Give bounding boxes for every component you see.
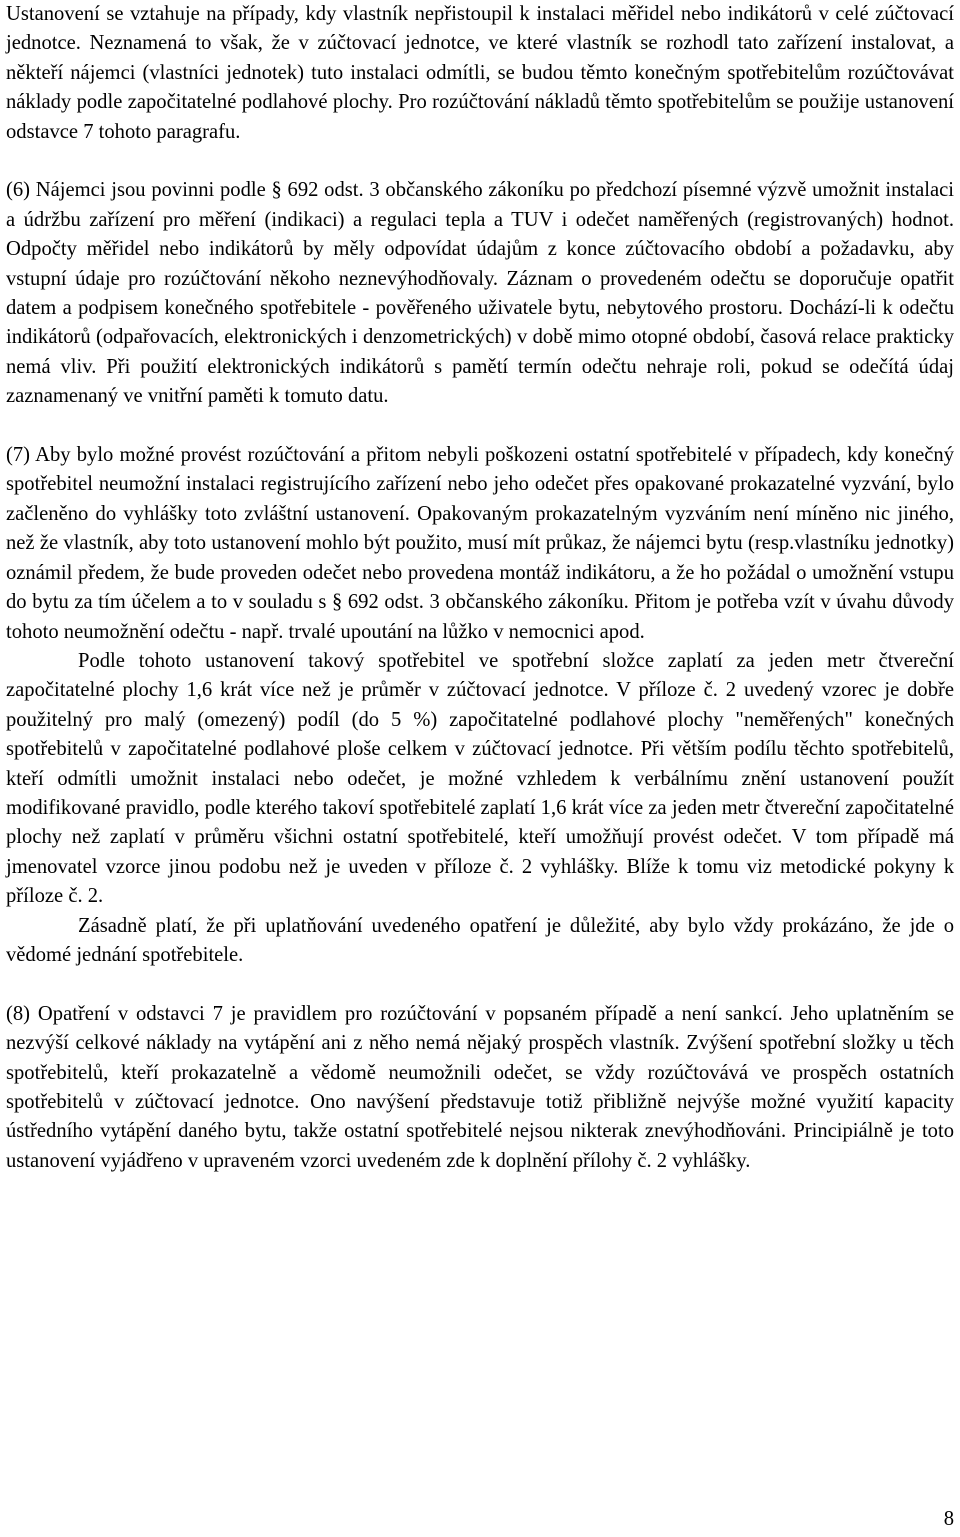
- paragraph-8: (8) Opatření v odstavci 7 je pravidlem pro rozúčtování v popsaném případě a není sankcí. Jeho uplatněním se nezvýší celkové náklady na vytápění ani z něho nemá nějaký prospěch vlastník. Zvýšení spotřební složky u těch spotřebitelů, kteří prokazatelně a vědomě neumožnili odečet, se vždy rozúčtovává ve prospěch ostatních spotřebitelů v zúčtovací jednotce. Ono navýšení představuje totiž přibližně nejvýše možné využití kapacity ústředního vytápění daného bytu, takže ostatní spotřebitelé nejsou nikterak znevýhodňováni. Principiálně je toto ustanovení vyjádřeno v upraveném vzorci uvedeném zde k doplnění přílohy č. 2 vyhlášky.: [6, 1002, 954, 1172]
- paragraph-6: (6) Nájemci jsou povinni podle § 692 odst. 3 občanského zákoníku po předchozí písemné výzvě umožnit instalaci a údržbu zařízení pro měření (indikaci) a regulaci tepla a TUV i odečet naměřených (registrovaných) hodnot. Odpočty měřidel nebo indikátorů by měly odpovídat údajům z konce zúčtovacího období a požadavku, aby vstupní údaje pro rozúčtování někoho neznevýhodňovaly. Záznam o provedeném odečtu se doporučuje opatřit datem a podpisem konečného spotřebitele - pověřeného uživatele bytu, nebytového prostoru. Dochází-li k odečtu indikátorů (odpařovacích, elektronických i denzometrických) v době mimo otopné období, časová relace prakticky nemá vliv. Při použití elektronických indikátorů s pamětí termín odečtu nehraje roli, pokud se odečítá údaj zaznamenaný ve vnitřní paměti k tomuto datu.: [6, 179, 954, 408]
- paragraph-7-principle: Zásadně platí, že při uplatňování uvedeného opatření je důležité, aby bylo vždy prokázáno, že jde o vědomé jednání spotřebitele.: [6, 914, 954, 966]
- document-body: [6, 0, 954, 1176]
- paragraph-7-formula-note: Podle tohoto ustanovení takový spotřebitel ve spotřební složce zaplatí za jeden metr čtvereční započitatelné plochy 1,6 krát více než je průměr v zúčtovací jednotce. V příloze č. 2 uvedený vzorec je dobře použitelný pro malý (omezený) podíl (do 5 %) započitatelné podlahové plochy "neměřených" konečných spotřebitelů v započitatelné podlahové ploše celkem v zúčtovací jednotce. Při větším podílu těchto spotřebitelů, kteří odmítli umožnit instalaci nebo odečet, je možné vzhledem k verbálnímu znění ustanovení použít modifikované pravidlo, podle kterého takoví spotřebitelé zaplatí 1,6 krát více za jeden metr čtvereční započitatelné plochy než zaplatí v průměru všichni ostatní spotřebitelé, kteří umožňují provést odečet. V tom případě má jmenovatel vzorce jinou podobu než je uveden v příloze č. 2 vyhlášky. Blíže k tomu viz metodické pokyny k příloze č. 2.: [6, 649, 954, 908]
- page-number: 8: [943, 1508, 954, 1530]
- paragraph-continuation: Ustanovení se vztahuje na případy, kdy vlastník nepřistoupil k instalaci měřidel nebo indikátorů v celé zúčtovací jednotce. Neznamená to však, že v zúčtovací jednotce, ve které vlastník se rozhodl tato zařízení instalovat, a někteří nájemci (vlastníci jednotek) tuto instalaci odmítli, se budou těmto konečným spotřebitelům rozúčtovávat náklady podle započitatelné podlahové plochy. Pro rozúčtování nákladů těmto spotřebitelům se použije ustanovení odstavce 7 tohoto paragrafu.: [6, 3, 954, 143]
- paragraph-7: (7) Aby bylo možné provést rozúčtování a přitom nebyli poškozeni ostatní spotřebitelé v případech, kdy konečný spotřebitel neumožní instalaci registrujícího zařízení nebo jeho odečet přes opakované prokazatelné vyzvání, bylo začleněno do vyhlášky toto zvláštní ustanovení. Opakovaným prokazatelným vyzváním není míněno nic jiného, než že vlastník, aby toto ustanovení mohlo být použito, musí mít průkaz, že nájemci bytu (resp.vlastníku jednotky) oznámil předem, že bude proveden odečet nebo provedena montáž indikátoru, a že ho požádal o umožnění vstupu do bytu za tím účelem a to v souladu s § 692 odst. 3 občanského zákoníku. Přitom je potřeba vzít v úvahu důvody tohoto neumožnění odečtu - např. trvalé upoutání na lůžko v nemocnici apod.: [6, 444, 954, 643]
